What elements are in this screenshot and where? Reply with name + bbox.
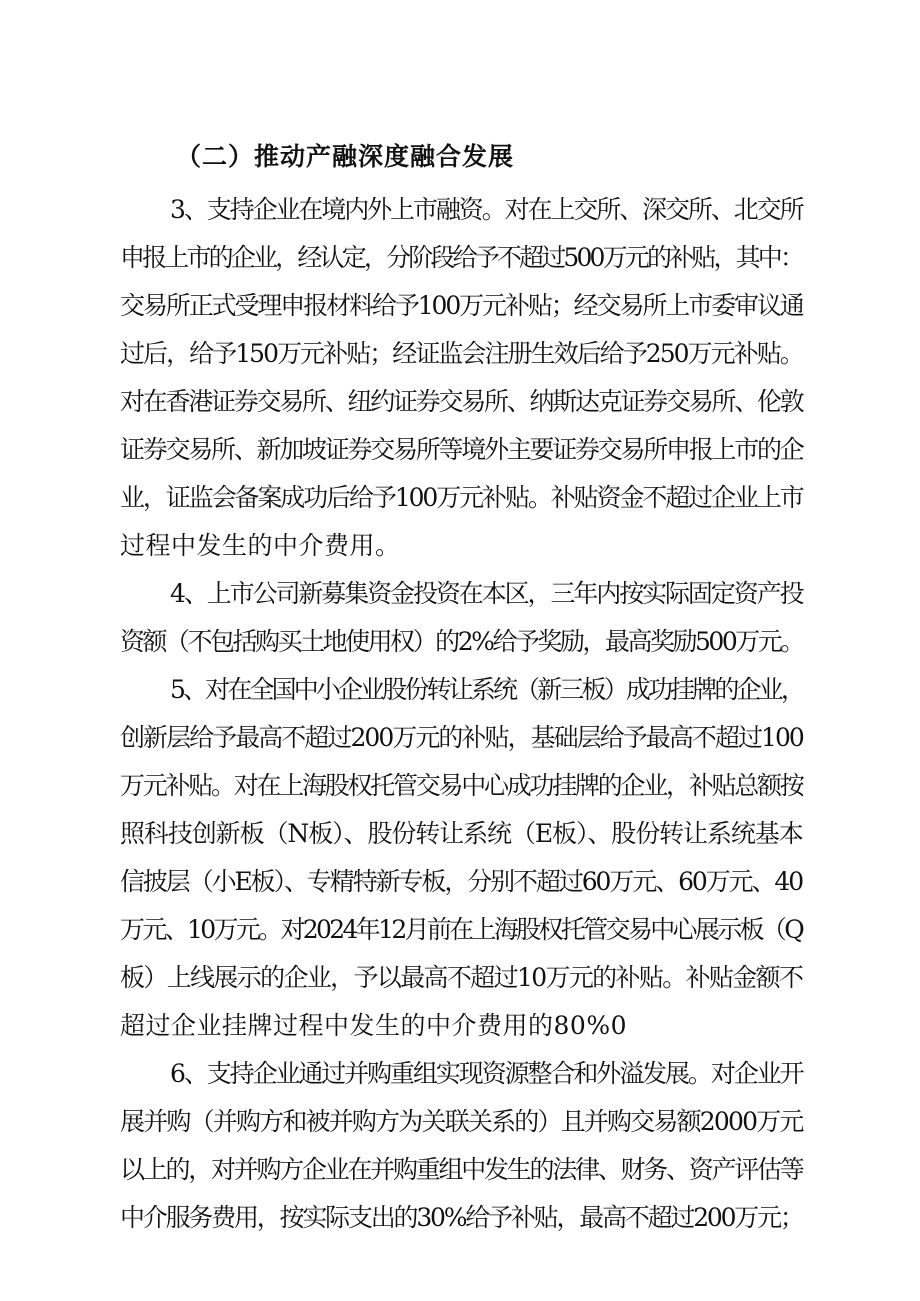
paragraph-line: 板）上线展示的企业，予以最高不超过10万元的补贴。补贴金额不 — [120, 963, 803, 992]
paragraph-line: 证券交易所、新加坡证券交易所等境外主要证券交易所申报上市的企 — [120, 435, 803, 464]
paragraph-line: 信披层（小E板）、专精特新专板，分别不超过60万元、60万元、40 — [120, 867, 803, 896]
paragraph-line: 过程中发生的中介费用。 — [120, 531, 401, 560]
section-heading: （二）推动产融深度融合发展 — [176, 142, 515, 171]
paragraph-line: 以上的，对并购方企业在并购重组中发生的法律、财务、资产评估等 — [120, 1155, 803, 1184]
paragraph-line: 对在香港证券交易所、纽约证券交易所、纳斯达克证券交易所、伦敦 — [120, 387, 803, 416]
paragraph-line: 照科技创新板（N板）、股份转让系统（E板）、股份转让系统基本 — [120, 819, 803, 848]
paragraph-line: 4、上市公司新募集资金投资在本区，三年内按实际固定资产投 — [170, 579, 803, 608]
document-body — [120, 137, 804, 1242]
paragraph-line: 展并购（并购方和被并购方为关联关系的）且并购交易额2000万元 — [120, 1107, 803, 1136]
paragraph-line: 资额（不包括购买土地使用权）的2%给予奖励，最高奖励500万元。 — [120, 627, 803, 656]
paragraph — [120, 1050, 804, 1242]
paragraph-line: 超过企业挂牌过程中发生的中介费用的80%0 — [120, 1011, 627, 1040]
paragraph-line: 万元补贴。对在上海股权托管交易中心成功挂牌的企业，补贴总额按 — [120, 771, 803, 800]
paragraph-line: 过后，给予150万元补贴；经证监会注册生效后给予250万元补贴。 — [120, 339, 803, 368]
paragraph — [120, 666, 804, 1050]
paragraph-line: 业，证监会备案成功后给予100万元补贴。补贴资金不超过企业上市 — [120, 483, 803, 512]
paragraph-line: 申报上市的企业，经认定，分阶段给予不超过500万元的补贴，其中： — [120, 243, 803, 272]
paragraph-line: 5、对在全国中小企业股份转让系统（新三板）成功挂牌的企业， — [170, 675, 803, 704]
paragraph-line: 创新层给予最高不超过200万元的补贴，基础层给予最高不超过100 — [120, 723, 803, 752]
paragraph-line: 万元、10万元。对2024年12月前在上海股权托管交易中心展示板（Q — [120, 915, 803, 944]
paragraph — [120, 186, 804, 570]
paragraph-line: 6、支持企业通过并购重组实现资源整合和外溢发展。对企业开 — [170, 1059, 803, 1088]
paragraph-line: 中介服务费用，按实际支出的30%给予补贴，最高不超过200万元； — [120, 1203, 803, 1232]
paragraph — [120, 570, 804, 666]
paragraph-list — [120, 186, 804, 1242]
paragraph-line: 交易所正式受理申报材料给予100万元补贴；经交易所上市委审议通 — [120, 291, 803, 320]
paragraph-line: 3、支持企业在境内外上市融资。对在上交所、深交所、北交所 — [170, 195, 803, 224]
